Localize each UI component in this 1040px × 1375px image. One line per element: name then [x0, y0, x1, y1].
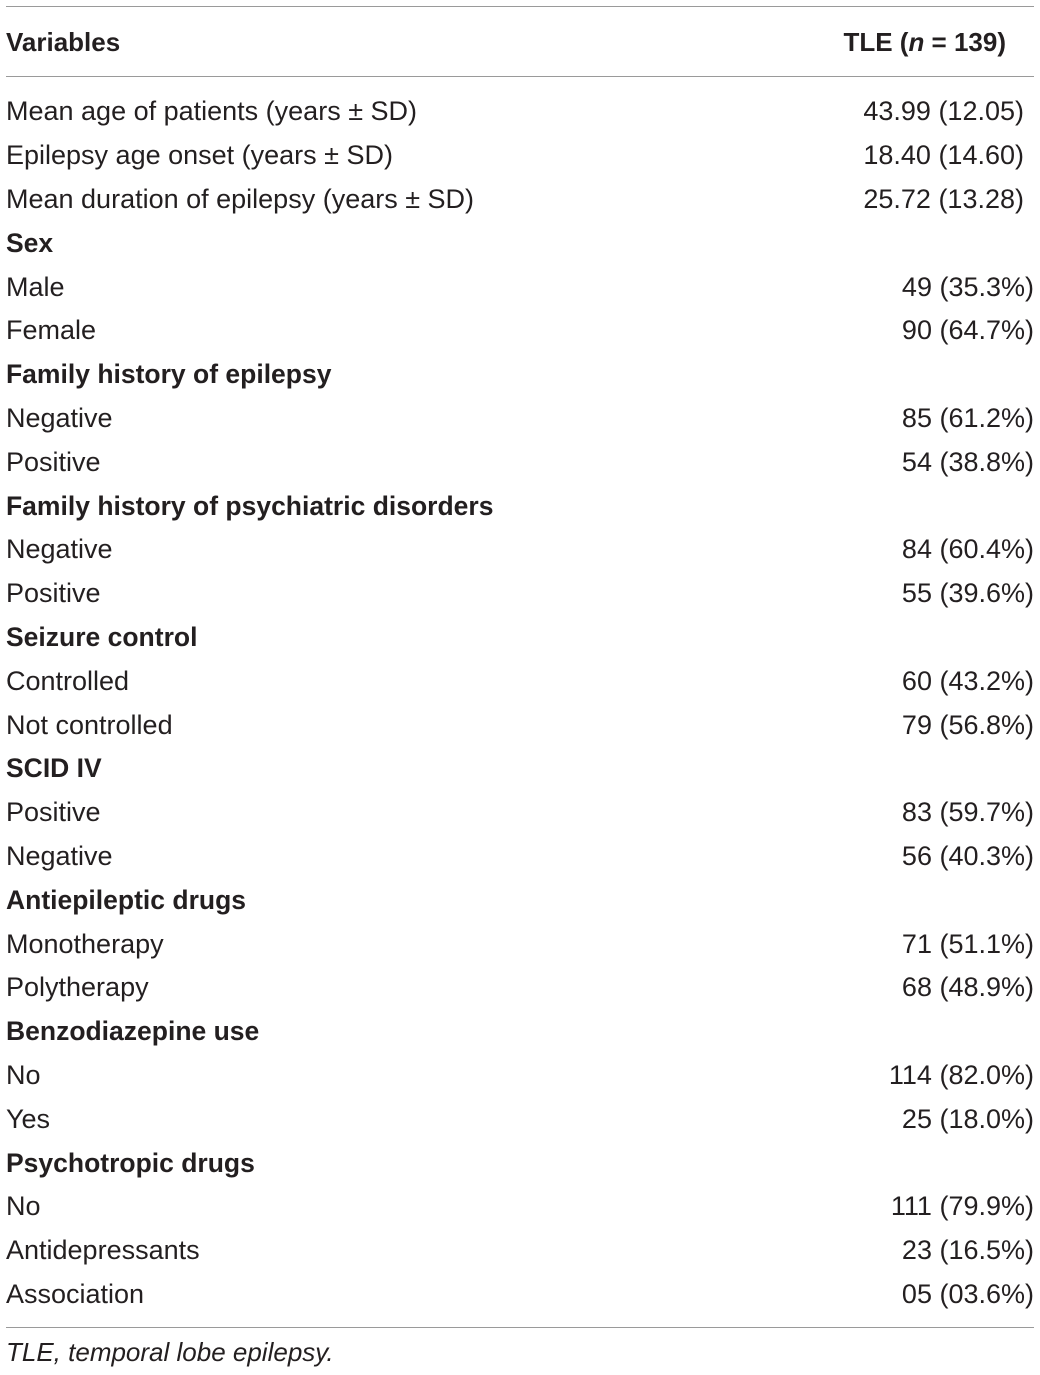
- section-label: Family history of epilepsy: [6, 359, 332, 390]
- row-label: Controlled: [6, 665, 130, 696]
- section-label: Psychotropic drugs: [6, 1147, 255, 1178]
- section-header-row: [6, 221, 1034, 265]
- table-header-row: [6, 20, 1034, 64]
- row-value: 71 (51.1%): [901, 928, 1034, 959]
- row-label: No: [6, 1059, 41, 1090]
- section-header-row: [6, 353, 1034, 397]
- section-label: Antiepileptic drugs: [6, 884, 246, 915]
- table-row: [6, 309, 1034, 353]
- header-tle-suffix: = 139): [924, 26, 1006, 57]
- row-value: 79 (56.8%): [901, 709, 1034, 740]
- row-label: Polytherapy: [6, 972, 149, 1003]
- row-value: 25.72 (13.28): [863, 183, 1024, 214]
- section-header-row: [6, 878, 1034, 922]
- row-value: 54 (38.8%): [901, 446, 1034, 477]
- table-row: [6, 90, 1034, 134]
- table-row: [6, 134, 1034, 178]
- table-row: [6, 922, 1034, 966]
- row-value: 49 (35.3%): [901, 271, 1034, 302]
- row-value: 43.99 (12.05): [863, 96, 1024, 127]
- row-label: Negative: [6, 402, 113, 433]
- section-header-row: [6, 616, 1034, 660]
- table-row: [6, 1097, 1034, 1141]
- row-label: Mean age of patients (years ± SD): [6, 96, 418, 127]
- row-value: 85 (61.2%): [901, 402, 1034, 433]
- row-value: 55 (39.6%): [901, 578, 1034, 609]
- section-label: SCID IV: [6, 753, 102, 784]
- table-top-rule: [6, 6, 1034, 7]
- table-row: [6, 659, 1034, 703]
- table-row: [6, 572, 1034, 616]
- section-header-row: [6, 1141, 1034, 1185]
- row-label: Positive: [6, 578, 101, 609]
- table-row: [6, 528, 1034, 572]
- row-value: 111 (79.9%): [890, 1191, 1034, 1222]
- row-label: Monotherapy: [6, 928, 164, 959]
- row-label: Male: [6, 271, 65, 302]
- header-tle-n: n: [908, 26, 925, 57]
- table-bottom-rule: [6, 1327, 1034, 1328]
- row-value: 83 (59.7%): [901, 797, 1034, 828]
- row-value: 114 (82.0%): [888, 1059, 1034, 1090]
- row-label: Mean duration of epilepsy (years ± SD): [6, 183, 475, 214]
- table-footnote: TLE, temporal lobe epilepsy.: [6, 1337, 334, 1367]
- header-variables: Variables: [6, 26, 121, 57]
- table-header-rule: [6, 76, 1034, 77]
- table-row: [6, 178, 1034, 222]
- row-label: Antidepressants: [6, 1235, 200, 1266]
- row-label: Not controlled: [6, 709, 173, 740]
- header-tle-prefix: TLE (: [843, 26, 909, 57]
- table-row: [6, 397, 1034, 441]
- row-label: Positive: [6, 446, 101, 477]
- table-row: [6, 703, 1034, 747]
- row-value: 68 (48.9%): [901, 972, 1034, 1003]
- table-row: [6, 1185, 1034, 1229]
- table-row: [6, 966, 1034, 1010]
- section-label: Sex: [6, 227, 54, 258]
- row-label: No: [6, 1191, 41, 1222]
- row-label: Female: [6, 315, 97, 346]
- section-header-row: [6, 484, 1034, 528]
- row-value: 25 (18.0%): [901, 1103, 1034, 1134]
- section-header-row: [6, 747, 1034, 791]
- row-value: 90 (64.7%): [901, 315, 1034, 346]
- row-value: 84 (60.4%): [901, 534, 1034, 565]
- row-value: 23 (16.5%): [901, 1235, 1034, 1266]
- table-row: [6, 1229, 1034, 1273]
- row-label: Association: [6, 1278, 145, 1309]
- row-value: 60 (43.2%): [901, 665, 1034, 696]
- row-value: 05 (03.6%): [901, 1278, 1034, 1309]
- table-row: [6, 1054, 1034, 1098]
- row-label: Positive: [6, 797, 101, 828]
- table-row: [6, 1273, 1034, 1317]
- section-label: Benzodiazepine use: [6, 1016, 260, 1047]
- row-value: 56 (40.3%): [901, 840, 1034, 871]
- section-header-row: [6, 1010, 1034, 1054]
- row-label: Yes: [6, 1103, 51, 1134]
- table-row: [6, 265, 1034, 309]
- row-value: 18.40 (14.60): [863, 140, 1024, 171]
- header-tle: [843, 27, 1034, 58]
- row-label: Negative: [6, 534, 113, 565]
- section-label: Seizure control: [6, 621, 198, 652]
- row-label: Epilepsy age onset (years ± SD): [6, 140, 393, 171]
- row-label: Negative: [6, 840, 113, 871]
- table-body: [6, 90, 1034, 1316]
- table-row: [6, 440, 1034, 484]
- table-row: [6, 791, 1034, 835]
- section-label: Family history of psychiatric disorders: [6, 490, 494, 521]
- table-row: [6, 835, 1034, 879]
